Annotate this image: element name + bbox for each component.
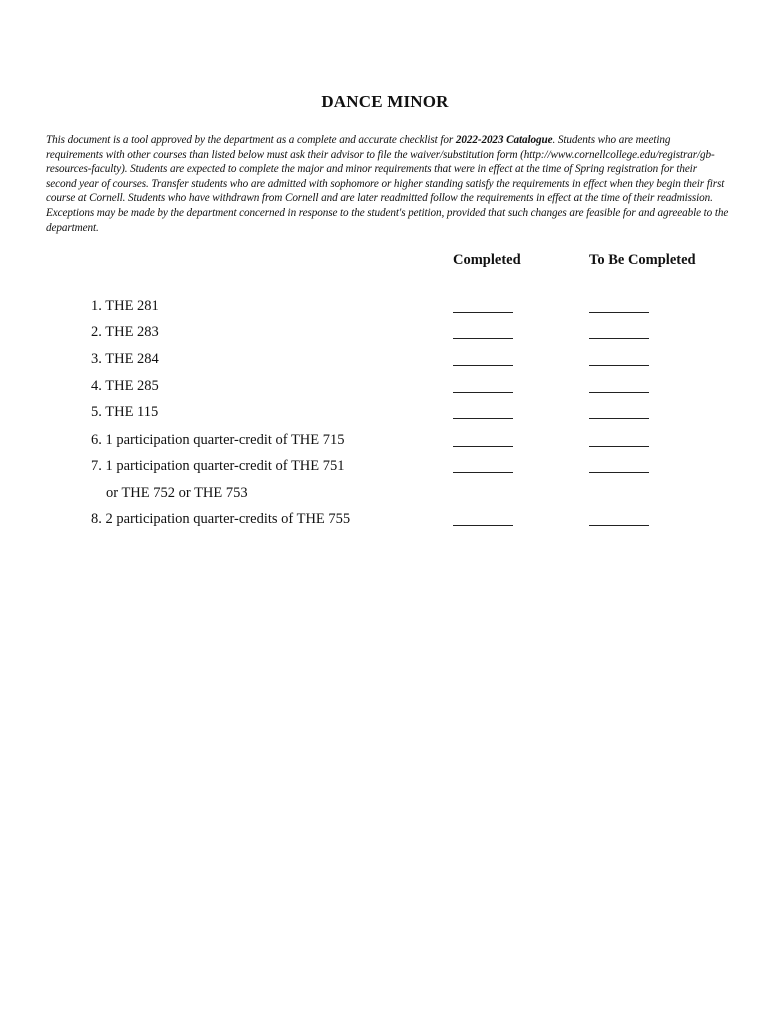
requirement-row-4 [0,378,770,402]
requirement-label: 1. THE 281 [91,298,159,314]
to-be-completed-blank[interactable] [589,351,649,366]
completed-blank[interactable] [453,324,513,339]
completed-blank[interactable] [453,511,513,526]
requirement-label: 6. 1 participation quarter-credit of THE 715 [91,432,345,448]
requirement-row-5 [0,404,770,428]
requirement-label: 3. THE 284 [91,351,159,367]
to-be-completed-blank[interactable] [589,378,649,393]
to-be-completed-blank[interactable] [589,511,649,526]
requirement-label: 2. THE 283 [91,324,159,340]
requirement-label: 4. THE 285 [91,378,159,394]
completed-blank[interactable] [453,351,513,366]
requirement-row-7-continuation [0,485,770,509]
requirement-row-2 [0,324,770,348]
to-be-completed-blank[interactable] [589,324,649,339]
requirement-row-3 [0,351,770,375]
to-be-completed-blank[interactable] [589,404,649,419]
completed-blank[interactable] [453,378,513,393]
requirement-row-1 [0,298,770,322]
to-be-completed-blank[interactable] [589,432,649,447]
completed-blank[interactable] [453,458,513,473]
requirement-label: 7. 1 participation quarter-credit of THE 751 [91,458,345,474]
requirement-row-7 [0,458,770,482]
requirement-label: 5. THE 115 [91,404,159,420]
completed-blank[interactable] [453,404,513,419]
to-be-completed-blank[interactable] [589,458,649,473]
completed-blank[interactable] [453,298,513,313]
intro-text-start: This document is a tool approved by the department as a complete and accurate checklist for [46,134,456,146]
column-header-completed: Completed [453,252,521,268]
completed-blank[interactable] [453,432,513,447]
column-header-to-be-completed: To Be Completed [589,252,696,268]
requirement-row-8 [0,511,770,535]
intro-text-end: . Students who are meeting requirements with other courses than listed below must ask their advisor to file the waiver/substitution form (http://www.cornellcollege.edu/registrar/gb-resources-faculty). Students are expected to complete the major and minor requirements that were in effect at the time of Spring registration for their second year of courses. Transfer students who are admitted with sophomore or higher standing satisfy the requirements in effect when they begin their first course at Cornell. Students who have withdrawn from Cornell and are later readmitted follow the requirements in effect at the time of their readmission. Exceptions may be made by the department concerned in response to the student's petition, provided that such changes are feasible for and agreeable to the department. [46,134,729,234]
requirement-row-6 [0,432,770,456]
intro-paragraph [46,133,730,235]
requirement-label: 8. 2 participation quarter-credits of THE 755 [91,511,351,527]
to-be-completed-blank[interactable] [589,298,649,313]
requirement-continuation: or THE 752 or THE 753 [106,485,248,501]
page-title: DANCE MINOR [321,92,449,111]
catalogue-year: 2022-2023 Catalogue [455,134,553,146]
